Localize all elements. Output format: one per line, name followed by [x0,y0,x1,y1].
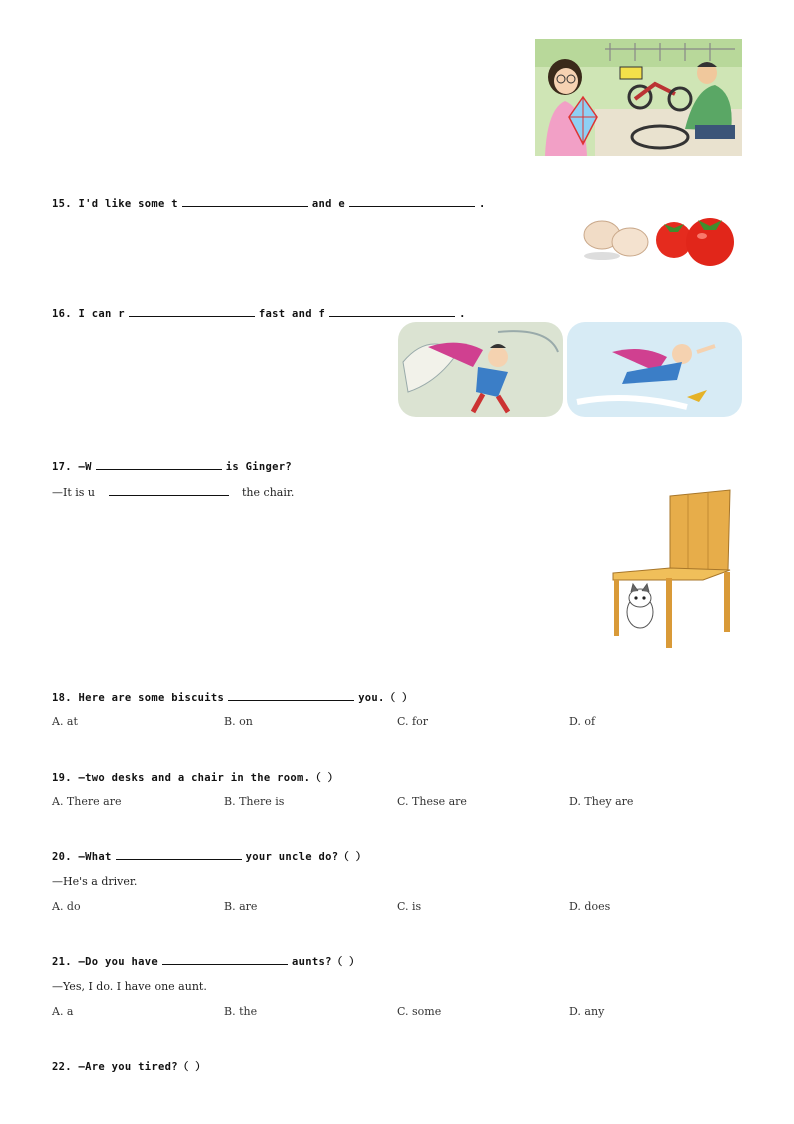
option-a[interactable]: A. at [52,715,78,728]
option-d[interactable]: D. They are [569,795,634,808]
question-number: 22. [52,1061,72,1073]
option-b[interactable]: B. There is [224,795,285,808]
option-b[interactable]: B. the [224,1005,258,1018]
answer-blank[interactable] [349,197,475,207]
answer-line-21: —Yes, I do. I have one aunt. [52,980,207,993]
option-d[interactable]: D. any [569,1005,605,1018]
question-number: 17. [52,461,72,473]
question-18 [52,690,413,705]
eggs-tomatoes-illustration [580,212,740,268]
question-number: 19. [52,772,72,784]
question-19 [52,770,338,785]
option-c[interactable]: C. for [397,715,428,728]
answer-line-17 [52,486,294,499]
question-text: —two desks and a chair in the room.（ ） [78,772,339,784]
answer-blank[interactable] [162,955,288,965]
question-15 [52,197,486,210]
option-c[interactable]: C. is [397,900,422,913]
question-20 [52,849,367,864]
question-text: aunts?（ ） [291,956,360,968]
option-b[interactable]: B. are [224,900,258,913]
answer-blank[interactable] [109,486,229,496]
option-c[interactable]: C. some [397,1005,442,1018]
superhero-running-illustration [398,322,563,417]
chair-cat-illustration [608,488,738,650]
question-number: 20. [52,851,72,863]
option-a[interactable]: A. do [52,900,81,913]
question-text: —What [78,851,112,863]
option-c[interactable]: C. These are [397,795,467,808]
question-text: . [459,308,466,320]
question-16 [52,307,466,320]
question-text: is Ginger? [225,461,292,473]
answer-blank[interactable] [182,197,308,207]
question-number: 21. [52,956,72,968]
option-b[interactable]: B. on [224,715,253,728]
question-text: . [478,198,486,210]
question-17 [52,460,292,473]
answer-blank[interactable] [329,307,455,317]
question-text: I'd like some t [78,198,178,210]
question-text: —Do you have [78,956,158,968]
question-21 [52,954,360,969]
answer-blank[interactable] [228,691,354,701]
answer-text: —It is u [52,486,96,499]
answer-blank[interactable] [116,850,242,860]
question-text: you.（ ） [358,692,413,704]
question-number: 16. [52,308,72,320]
question-text: Here are some biscuits [78,692,225,704]
question-text: your uncle do?（ ） [245,851,367,863]
question-text: fast and f [258,308,326,320]
question-text: and e [311,198,345,210]
question-number: 15. [52,198,72,210]
question-text: —W [78,461,92,473]
superhero-flying-illustration [567,322,742,417]
option-d[interactable]: D. of [569,715,596,728]
option-a[interactable]: A. a [52,1005,74,1018]
bike-repair-illustration [535,39,742,156]
question-number: 18. [52,692,72,704]
question-text: —Are you tired?（ ） [78,1061,207,1073]
answer-text: the chair. [242,486,295,499]
answer-blank[interactable] [96,460,222,470]
question-22 [52,1059,206,1074]
option-a[interactable]: A. There are [52,795,122,808]
answer-line-20: —He's a driver. [52,875,138,888]
answer-blank[interactable] [129,307,255,317]
option-d[interactable]: D. does [569,900,611,913]
question-text: I can r [78,308,125,320]
